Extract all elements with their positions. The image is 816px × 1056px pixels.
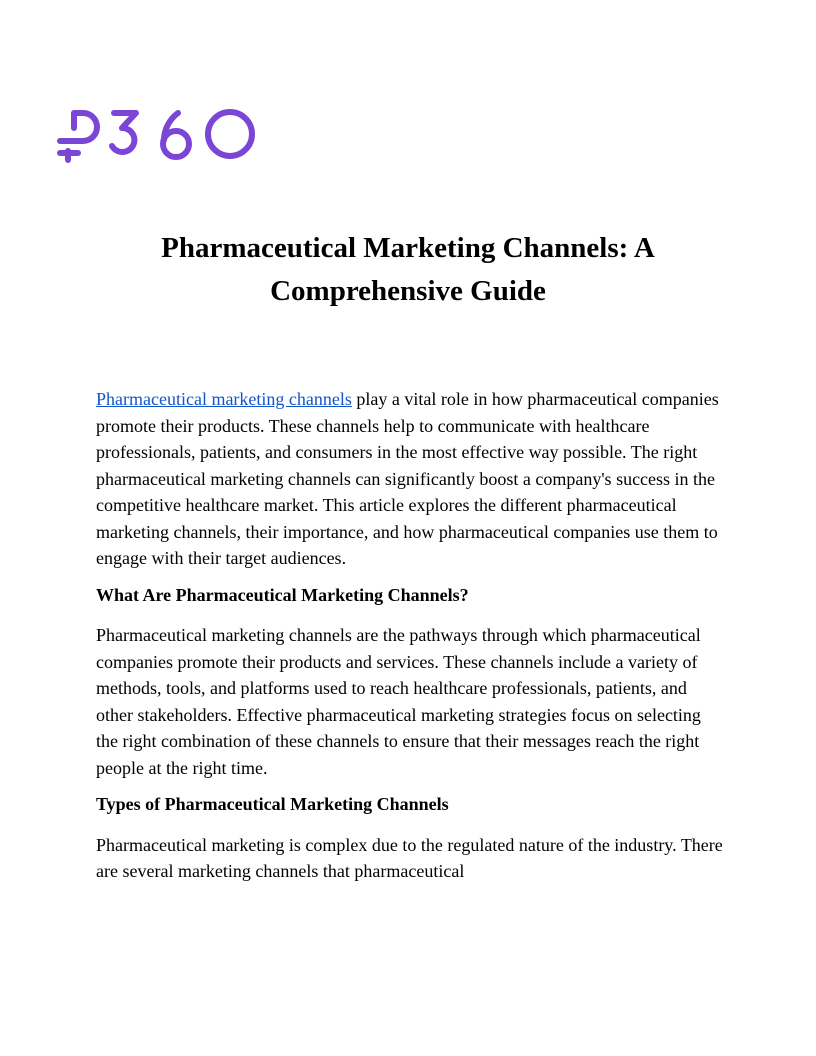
section-paragraph-types: Pharmaceutical marketing is complex due to the regulated nature of the industry. There are several marketing channels that pharmaceutical <box>96 834 723 881</box>
page-title <box>96 227 720 313</box>
section-heading-what-are: What Are Pharmaceutical Marketing Channels? <box>96 584 469 605</box>
section-heading-types: Types of Pharmaceutical Marketing Channels <box>96 794 449 814</box>
title-line-1: Pharmaceutical Marketing Channels: A <box>161 232 655 264</box>
intro-text: play a vital role in how pharmaceutical companies promote their products. These channels help to communicate with healthcare professionals, patients, and consumers in the most effective way possible. The right pharmaceutical marketing channels can significantly boost a company's success in the competitive healthcare market. This article explores the different pharmaceutical marketing channels, their importance, and how pharmaceutical companies use them to engage with their target audiences. <box>96 389 719 568</box>
intro-paragraph <box>96 386 724 572</box>
title-line-2: Comprehensive Guide <box>270 275 546 307</box>
intro-link[interactable]: Pharmaceutical marketing channels <box>96 389 352 409</box>
section-paragraph-what-are: Pharmaceutical marketing channels are the pathways through which pharmaceutical companies promote their products and services. These channels include a variety of methods, tools, and platforms used to reach healthcare professionals, patients, and other stakeholders. Effective pharmaceutical marketing strategies focus on selecting the right combination of these channels to ensure that their messages reach the right people at the right time. <box>96 625 701 778</box>
article-body <box>96 386 724 895</box>
p360-logo-icon <box>56 104 256 164</box>
